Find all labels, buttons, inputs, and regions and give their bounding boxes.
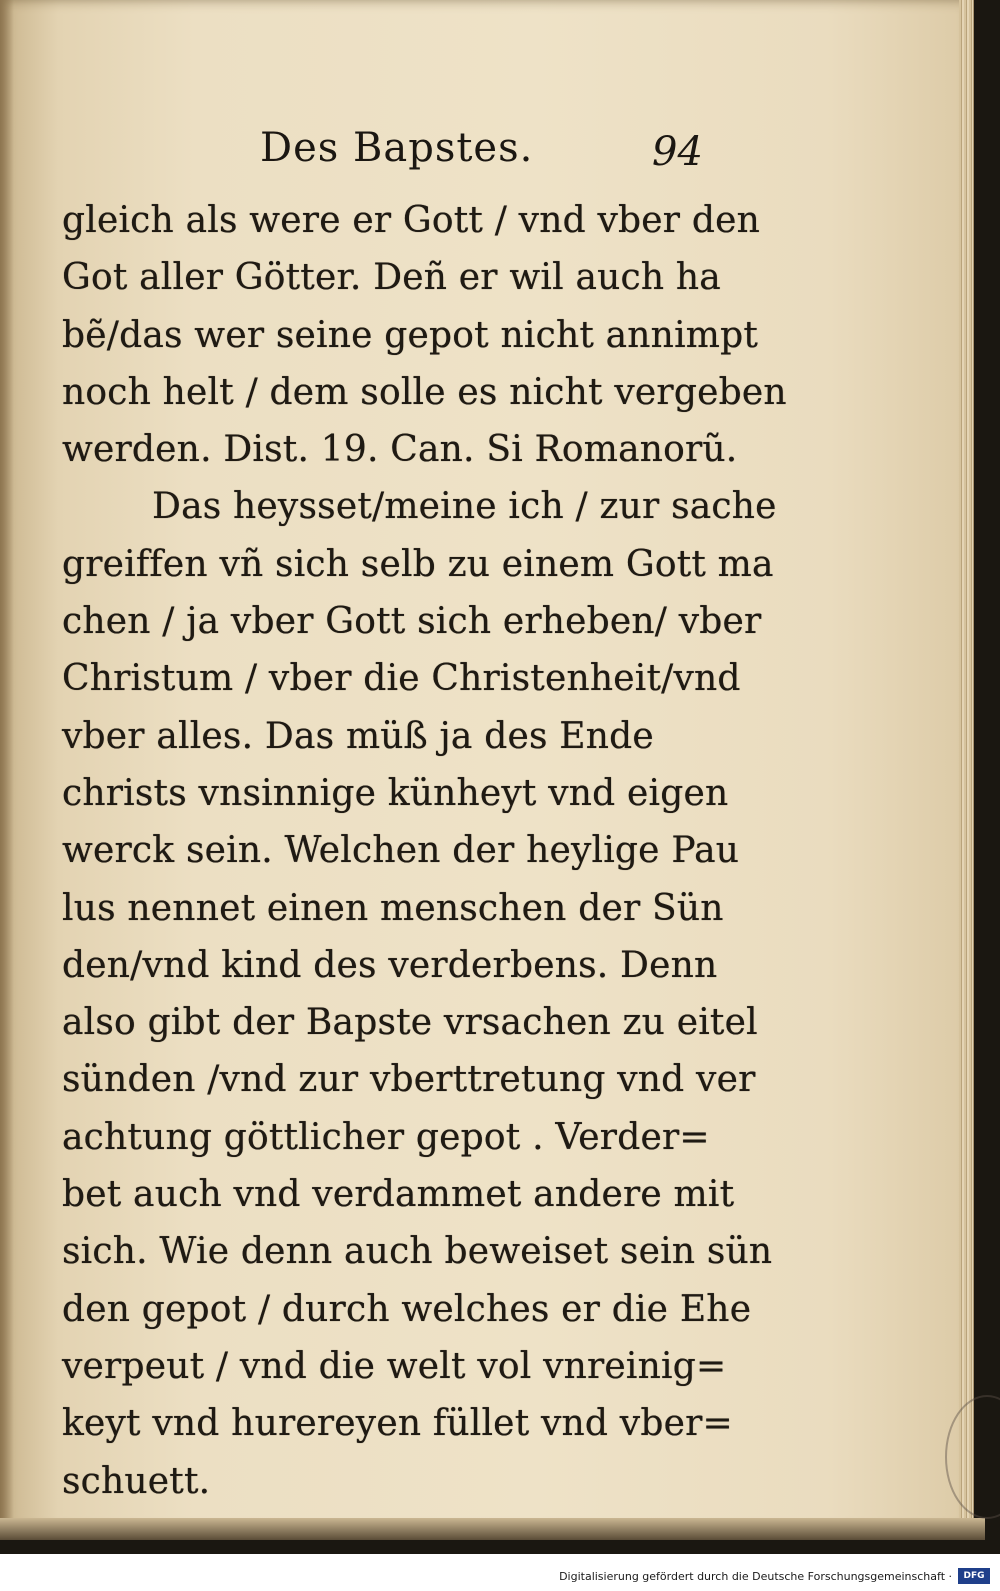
- digitization-footer: [0, 1554, 1000, 1591]
- footer-credit: Digitalisierung gefördert durch die Deutsche Forschungsgemeinschaft ·: [559, 1570, 952, 1583]
- text-line: chen / ja vber Gott sich erheben/ vber: [62, 601, 762, 643]
- running-head: Des Bapstes.: [260, 125, 534, 171]
- page-binding-shadow: [0, 0, 14, 1530]
- text-line: den/vnd kind des verderbens. Denn: [62, 944, 718, 986]
- text-line: Christum / vber die Christenheit/vnd: [62, 658, 741, 700]
- text-line: achtung göttlicher gepot . Verder=: [62, 1116, 710, 1158]
- dfg-logo-icon: DFG: [958, 1568, 990, 1584]
- body-text: [62, 192, 787, 1510]
- text-line: greiffen vñ sich selb zu einem Gott ma: [62, 543, 774, 585]
- text-line: bẽ/das wer seine gepot nicht annimpt: [62, 314, 759, 356]
- text-line: sich. Wie denn auch beweiset sein sün: [62, 1231, 773, 1273]
- page-number: 94: [652, 129, 703, 175]
- page-fore-edge: [959, 0, 973, 1530]
- text-line: vber alles. Das müß ja des Ende: [62, 715, 654, 757]
- text-line: werden. Dist. 19. Can. Si Romanorũ.: [62, 429, 738, 471]
- text-line: also gibt der Bapste vrsachen zu eitel: [62, 1002, 758, 1044]
- page-bottom-edge: [0, 1518, 985, 1540]
- text-line: schuett.: [62, 1460, 211, 1502]
- text-line: bet auch vnd verdammet andere mit: [62, 1174, 735, 1216]
- text-line: noch helt / dem solle es nicht vergeben: [62, 371, 787, 413]
- text-line: keyt vnd hurereyen füllet vnd vber=: [62, 1403, 733, 1445]
- text-line: Got aller Götter. Deñ er wil auch ha: [62, 257, 721, 299]
- text-line: lus nennet einen menschen der Sün: [62, 887, 724, 929]
- text-line: christs vnsinnige künheyt vnd eigen: [62, 772, 729, 814]
- text-line: gleich als were er Gott / vnd vber den: [62, 200, 760, 241]
- text-line: sünden /vnd zur vberttretung vnd ver: [62, 1059, 756, 1101]
- text-line: den gepot / durch welches er die Ehe: [62, 1288, 752, 1330]
- page-header: [60, 125, 720, 191]
- text-line: verpeut / vnd die welt vol vnreinig=: [62, 1345, 727, 1387]
- text-line: werck sein. Welchen der heylige Pau: [62, 830, 740, 872]
- paragraph-start-line: Das heysset/meine ich / zur sache: [152, 486, 777, 528]
